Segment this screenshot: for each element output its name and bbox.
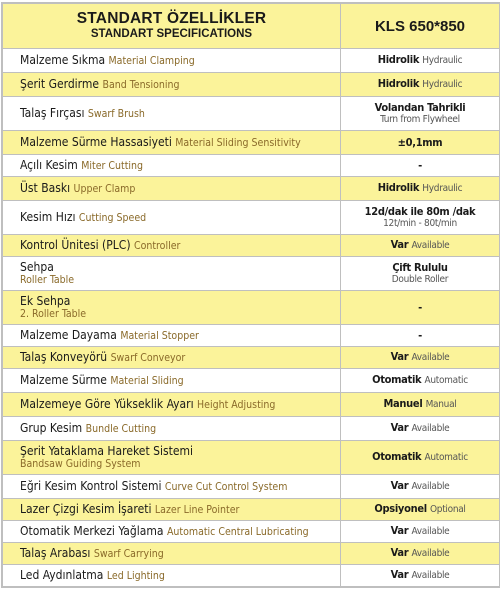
feature-name-tr: Lazer Çizgi Kesim İşareti bbox=[20, 501, 152, 516]
feature-label-cell bbox=[3, 155, 341, 177]
feature-value-cell bbox=[341, 565, 500, 587]
feature-name-tr: Malzeme Sürme bbox=[20, 372, 107, 387]
table-row bbox=[3, 417, 500, 441]
table-row bbox=[3, 543, 500, 565]
feature-value-en: Available bbox=[411, 352, 450, 363]
feature-name-en: Swarf Conveyor bbox=[110, 351, 186, 364]
feature-label-cell bbox=[3, 475, 341, 499]
feature-label-cell bbox=[3, 325, 341, 347]
table-row bbox=[3, 291, 500, 325]
feature-name-en: Miter Cutting bbox=[81, 159, 144, 172]
feature-label-cell bbox=[3, 417, 341, 441]
feature-value-en: Hydraulic bbox=[422, 55, 463, 66]
feature-name-tr: Talaş Konveyörü bbox=[20, 349, 108, 364]
feature-value-cell bbox=[341, 97, 500, 131]
table-row bbox=[3, 49, 500, 73]
table-row bbox=[3, 155, 500, 177]
feature-value-cell bbox=[341, 393, 500, 417]
feature-value-cell bbox=[341, 347, 500, 369]
feature-value-tr: Opsiyonel bbox=[374, 502, 427, 515]
feature-value-en: Hydraulic bbox=[422, 183, 463, 194]
feature-name-tr: Eğri Kesim Kontrol Sistemi bbox=[20, 478, 162, 493]
table-row bbox=[3, 131, 500, 155]
specifications-body bbox=[3, 49, 500, 587]
table-row bbox=[3, 393, 500, 417]
header-title-cell bbox=[3, 4, 341, 49]
feature-name-en: Material Sliding Sensitivity bbox=[175, 136, 301, 149]
table-row bbox=[3, 73, 500, 97]
table-row bbox=[3, 201, 500, 235]
header-title-tr: STANDART ÖZELLİKLER bbox=[76, 10, 267, 27]
specifications-table bbox=[2, 3, 500, 587]
feature-name-tr: Açılı Kesim bbox=[20, 157, 78, 172]
feature-name-en: 2. Roller Table bbox=[20, 307, 87, 320]
feature-name-en: Material Sliding bbox=[110, 374, 184, 387]
feature-name-en: Roller Table bbox=[20, 273, 75, 286]
feature-name-en: Band Tensioning bbox=[102, 78, 180, 91]
feature-value-tr: Hidrolik bbox=[377, 53, 420, 66]
feature-name-tr: Grup Kesim bbox=[20, 420, 83, 435]
feature-label-cell bbox=[3, 565, 341, 587]
feature-value-cell bbox=[341, 417, 500, 441]
feature-value-en: Available bbox=[411, 548, 450, 559]
feature-value-en: Available bbox=[411, 570, 450, 581]
feature-value-cell bbox=[341, 155, 500, 177]
feature-value-en: Turn from Flywheel bbox=[380, 113, 460, 125]
feature-value-tr: Manuel bbox=[383, 397, 423, 410]
feature-name-tr: Led Aydınlatma bbox=[20, 567, 104, 582]
table-row bbox=[3, 565, 500, 587]
table-row bbox=[3, 347, 500, 369]
feature-name-en: Controller bbox=[133, 239, 181, 252]
feature-name-tr: Otomatik Merkezi Yağlama bbox=[20, 523, 164, 538]
feature-name-tr: Talaş Fırçası bbox=[20, 105, 85, 120]
feature-label-cell bbox=[3, 291, 341, 325]
feature-value-tr: ±0,1mm bbox=[397, 135, 443, 149]
feature-name-en: Height Adjusting bbox=[197, 398, 276, 411]
feature-value-tr: Var bbox=[390, 479, 409, 492]
feature-name-tr: Malzeme Dayama bbox=[20, 327, 117, 342]
feature-value-cell bbox=[341, 201, 500, 235]
feature-label-cell bbox=[3, 177, 341, 201]
feature-value-en: Available bbox=[411, 240, 450, 251]
feature-name-en: Upper Clamp bbox=[73, 182, 136, 195]
feature-name-tr: Şerit Gerdirme bbox=[20, 76, 100, 91]
feature-label-cell bbox=[3, 73, 341, 97]
feature-name-en: Bundle Cutting bbox=[85, 422, 157, 435]
feature-value-cell bbox=[341, 521, 500, 543]
feature-value-cell bbox=[341, 499, 500, 521]
feature-value-en: Available bbox=[411, 481, 450, 492]
feature-value-cell bbox=[341, 131, 500, 155]
feature-value-cell bbox=[341, 543, 500, 565]
feature-label-cell bbox=[3, 543, 341, 565]
feature-name-en: Bandsaw Guiding System bbox=[20, 457, 141, 470]
feature-name-tr: Malzeme Sıkma bbox=[20, 52, 106, 67]
feature-name-en: Swarf Carrying bbox=[93, 547, 164, 560]
table-row bbox=[3, 235, 500, 257]
feature-label-cell bbox=[3, 235, 341, 257]
header-model-cell bbox=[341, 4, 500, 49]
feature-value-tr: Hidrolik bbox=[377, 77, 420, 90]
feature-value-tr: Var bbox=[390, 421, 409, 434]
feature-value-cell bbox=[341, 235, 500, 257]
feature-name-en: Material Clamping bbox=[108, 54, 195, 67]
feature-value-en: Manual bbox=[425, 399, 457, 410]
feature-label-cell bbox=[3, 499, 341, 521]
feature-value-en: 12t/min - 80t/min bbox=[383, 217, 457, 229]
feature-name-en: Automatic Central Lubricating bbox=[166, 525, 309, 538]
feature-value-cell bbox=[341, 49, 500, 73]
table-row bbox=[3, 499, 500, 521]
table-row bbox=[3, 441, 500, 475]
feature-value-tr: - bbox=[418, 158, 422, 172]
feature-value-en: Hydraulic bbox=[422, 79, 463, 90]
feature-name-tr: Kesim Hızı bbox=[20, 209, 76, 224]
feature-value-cell bbox=[341, 291, 500, 325]
feature-label-cell bbox=[3, 201, 341, 235]
feature-name-tr: Kontrol Ünitesi (PLC) bbox=[20, 237, 131, 252]
feature-value-tr: Hidrolik bbox=[377, 181, 420, 194]
feature-label-cell bbox=[3, 131, 341, 155]
table-row bbox=[3, 257, 500, 291]
feature-value-tr: Çift Rululu bbox=[392, 260, 448, 274]
feature-value-tr: Otomatik bbox=[372, 373, 422, 386]
table-row bbox=[3, 325, 500, 347]
table-row bbox=[3, 475, 500, 499]
feature-name-tr: Talaş Arabası bbox=[20, 545, 91, 560]
feature-label-cell bbox=[3, 441, 341, 475]
feature-name-en: Curve Cut Control System bbox=[164, 480, 288, 493]
feature-value-en: Automatic bbox=[424, 452, 468, 463]
feature-value-tr: Otomatik bbox=[372, 450, 422, 463]
table-row bbox=[3, 369, 500, 393]
feature-label-cell bbox=[3, 49, 341, 73]
feature-name-tr: Malzeme Sürme Hassasiyeti bbox=[20, 134, 172, 149]
feature-value-en: Double Roller bbox=[391, 273, 449, 285]
feature-label-cell bbox=[3, 97, 341, 131]
specifications-table-frame bbox=[1, 2, 500, 588]
table-row bbox=[3, 177, 500, 201]
header-model: KLS 650*850 bbox=[374, 17, 466, 35]
feature-name-en: Lazer Line Pointer bbox=[154, 503, 240, 516]
feature-value-tr: 12d/dak ile 80m /dak bbox=[364, 204, 476, 218]
feature-value-tr: Var bbox=[390, 546, 409, 559]
feature-value-cell bbox=[341, 73, 500, 97]
table-row bbox=[3, 521, 500, 543]
feature-value-tr: Var bbox=[390, 238, 409, 251]
header-title-en: STANDART SPECIFICATIONS bbox=[90, 28, 253, 40]
feature-value-en: Available bbox=[411, 526, 450, 537]
feature-label-cell bbox=[3, 347, 341, 369]
feature-value-tr: Volandan Tahrikli bbox=[374, 100, 466, 114]
feature-value-cell bbox=[341, 369, 500, 393]
feature-name-tr: Malzemeye Göre Yükseklik Ayarı bbox=[20, 396, 194, 411]
feature-name-en: Cutting Speed bbox=[78, 211, 147, 224]
feature-label-cell bbox=[3, 521, 341, 543]
feature-value-cell bbox=[341, 325, 500, 347]
feature-value-tr: - bbox=[418, 300, 422, 314]
feature-label-cell bbox=[3, 257, 341, 291]
feature-value-tr: Var bbox=[390, 568, 409, 581]
feature-value-cell bbox=[341, 441, 500, 475]
feature-value-tr: Var bbox=[390, 524, 409, 537]
feature-value-en: Optional bbox=[430, 504, 466, 515]
feature-value-cell bbox=[341, 475, 500, 499]
feature-name-tr: Ek Sehpa bbox=[20, 293, 71, 308]
feature-name-tr: Şerit Yataklama Hareket Sistemi bbox=[20, 443, 193, 458]
feature-name-en: Material Stopper bbox=[120, 329, 199, 342]
feature-value-cell bbox=[341, 177, 500, 201]
feature-value-en: Automatic bbox=[424, 375, 468, 386]
table-row bbox=[3, 97, 500, 131]
feature-name-en: Led Lighting bbox=[106, 569, 165, 582]
feature-value-tr: - bbox=[418, 328, 422, 342]
feature-name-en: Swarf Brush bbox=[87, 107, 145, 120]
feature-name-tr: Sehpa bbox=[20, 259, 54, 274]
feature-label-cell bbox=[3, 369, 341, 393]
feature-value-en: Available bbox=[411, 423, 450, 434]
feature-value-cell bbox=[341, 257, 500, 291]
feature-label-cell bbox=[3, 393, 341, 417]
feature-value-tr: Var bbox=[390, 350, 409, 363]
table-header-row bbox=[3, 4, 500, 49]
feature-name-tr: Üst Baskı bbox=[20, 180, 71, 195]
